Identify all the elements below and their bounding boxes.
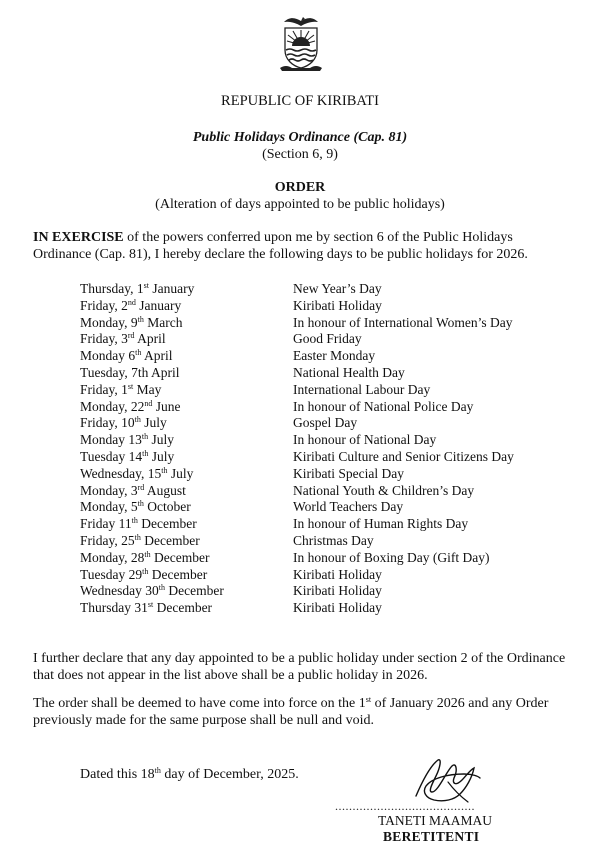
holiday-name: National Youth & Children’s Day [293, 482, 475, 498]
dated-ordinal: th [154, 766, 161, 775]
holiday-date: Tuesday 14th July [80, 448, 175, 464]
holiday-date: Thursday 31st December [80, 600, 213, 616]
holiday-row [80, 499, 514, 516]
holiday-name: Kiribati Special Day [293, 465, 404, 481]
holiday-row [80, 365, 514, 382]
holiday-row [80, 483, 514, 500]
holiday-date: Friday 11th December [80, 516, 197, 532]
holiday-row [80, 449, 514, 466]
holiday-date: Monday, 3rd August [80, 482, 186, 498]
holiday-row [80, 348, 514, 365]
holiday-date: Friday, 25th December [80, 532, 200, 548]
holiday-name: In honour of National Police Day [293, 398, 474, 414]
commencement-ordinal: st [365, 695, 372, 704]
intro-text: of the powers conferred upon me by section 6 of the Public Holidays Ordinance (Cap. 81), I hereby declare the following days to be public holidays for 2026. [33, 230, 528, 262]
holiday-date: Friday, 10th July [80, 415, 167, 431]
signatory-name: TANETI MAAMAU [378, 813, 493, 828]
dated-text-a: Dated this 18 [80, 767, 155, 782]
intro-lead: IN EXERCISE [33, 230, 124, 245]
holiday-name: Easter Monday [293, 348, 376, 364]
country-heading: REPUBLIC OF KIRIBATI [221, 93, 379, 109]
section-reference: (Section 6, 9) [262, 147, 338, 162]
dated-text-b: day of December, 2025. [160, 767, 299, 782]
commencement-paragraph [33, 695, 573, 729]
holiday-name: Kiribati Holiday [293, 566, 382, 582]
intro-paragraph [33, 229, 563, 263]
holiday-name: International Labour Day [293, 381, 431, 397]
holiday-date: Wednesday, 15th July [80, 465, 194, 481]
holiday-row [80, 415, 514, 432]
holiday-row [80, 550, 514, 567]
holiday-date: Wednesday 30th December [80, 583, 224, 599]
holiday-row [80, 298, 514, 315]
holiday-name: New Year’s Day [293, 281, 382, 296]
holiday-row [80, 583, 514, 600]
holiday-name: Kiribati Holiday [293, 583, 382, 599]
holiday-name: Gospel Day [293, 415, 358, 431]
holiday-row [80, 600, 514, 617]
holiday-date: Monday 6th April [80, 348, 173, 364]
holiday-date: Monday, 22nd June [80, 398, 181, 414]
holiday-name: Christmas Day [293, 532, 374, 548]
holiday-date: Monday, 5th October [80, 499, 191, 515]
holiday-row [80, 516, 514, 533]
holiday-date: Friday, 2nd January [80, 297, 182, 313]
holiday-name: In honour of National Day [293, 432, 437, 448]
kiribati-coat-of-arms-emblem [278, 10, 324, 72]
holiday-name: National Health Day [293, 364, 405, 380]
holiday-date: Tuesday, 7th April [80, 364, 180, 380]
holiday-date: Friday, 1st May [80, 381, 162, 397]
signature-line: ........................................ [335, 799, 475, 813]
commencement-text-a: The order shall be deemed to have come into force on the 1 [33, 696, 366, 711]
order-heading: ORDER [274, 180, 326, 195]
holiday-row [80, 281, 514, 298]
holiday-row [80, 331, 514, 348]
holiday-name: In honour of Human Rights Day [293, 516, 469, 532]
holiday-name: Kiribati Holiday [293, 297, 382, 313]
holiday-name: Good Friday [293, 331, 362, 347]
holiday-name: World Teachers Day [293, 499, 404, 515]
holiday-date: Monday 13th July [80, 432, 174, 448]
holiday-list [80, 281, 514, 617]
holiday-date: Tuesday 29th December [80, 566, 208, 582]
holiday-name: Kiribati Holiday [293, 600, 382, 616]
dated-line [80, 767, 299, 783]
further-declaration-paragraph: I further declare that any day appointed to be a public holiday under section 2 of the Ordinance that does not appear in the list above shall be a public holiday in 2026. [33, 651, 566, 683]
holiday-name: In honour of International Women’s Day [293, 314, 513, 330]
holiday-row [80, 315, 514, 332]
holiday-date: Friday, 3rd April [80, 331, 166, 347]
order-subtitle: (Alteration of days appointed to be public holidays) [155, 197, 445, 212]
holiday-row [80, 382, 514, 399]
holiday-date: Thursday, 1st January [80, 281, 195, 296]
signatory-title: BERETITENTI [383, 829, 480, 844]
holiday-date: Monday, 28th December [80, 549, 210, 565]
holiday-name: Kiribati Culture and Senior Citizens Day [293, 448, 514, 464]
holiday-row [80, 466, 514, 483]
holiday-date: Monday, 9th March [80, 314, 183, 330]
holiday-row [80, 533, 514, 550]
holiday-row [80, 399, 514, 416]
ordinance-title: Public Holidays Ordinance (Cap. 81) [192, 130, 408, 145]
holiday-name: In honour of Boxing Day (Gift Day) [293, 549, 490, 565]
holiday-row [80, 567, 514, 584]
holiday-row [80, 432, 514, 449]
commencement-text-b: of January 2026 and any Order previously made for the same purpose shall be null and void. [33, 696, 549, 728]
